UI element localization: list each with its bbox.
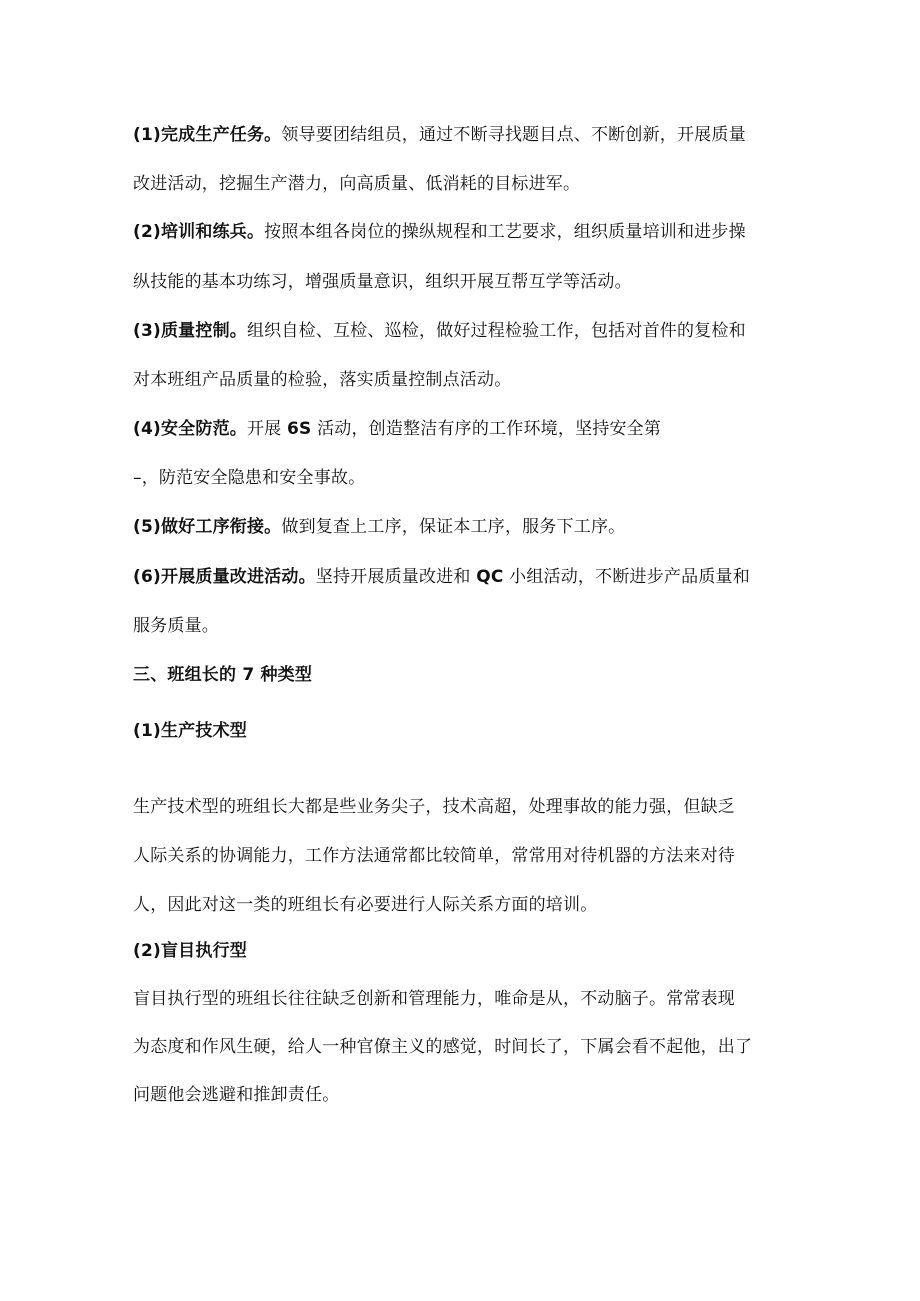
duty-6-text-post: 小组活动，不断进步产品质量和 <box>503 567 750 587</box>
type-1-line-3: 人，因此对这一类的班组长有必要进行人际关系方面的培训。 <box>133 895 598 915</box>
duty-1-text: 领导要团结组员，通过不断寻找题目点、不断创新，开展质量 <box>281 125 746 145</box>
duty-6-line-1 <box>133 564 793 590</box>
duty-5-heading: (5)做好工序衔接。 <box>133 517 282 537</box>
duty-2-line-2: 纵技能的基本功练习，增强质量意识，组织开展互帮互学等活动。 <box>133 272 632 292</box>
duty-6-heading: (6)开展质量改进活动。 <box>133 567 316 587</box>
duty-6-qc: QC <box>476 567 504 587</box>
duty-1-heading: (1)完成生产任务。 <box>133 125 282 145</box>
duty-4-line-2: –，防范安全隐患和安全事故。 <box>133 468 366 488</box>
duty-4-text-post: 活动，创造整洁有序的工作环境，坚持安全第 <box>311 419 662 439</box>
duty-6-text-pre: 坚持开展质量改进和 <box>315 567 477 587</box>
type-2-line-1: 盲目执行型的班组长往往缺乏创新和管理能力，唯命是从，不动脑子。常常表现 <box>133 989 735 1009</box>
duty-3-line-1 <box>133 318 793 344</box>
type-2-heading: (2)盲目执行型 <box>133 941 247 961</box>
duty-6-line-2: 服务质量。 <box>133 616 219 636</box>
duty-5-text: 做到复查上工序，保证本工序，服务下工序。 <box>281 517 626 537</box>
duty-3-line-2: 对本班组产品质量的检验，落实质量控制点活动。 <box>133 370 512 390</box>
type-1-line-2: 人际关系的协调能力，工作方法通常都比较简单，常常用对待机器的方法来对待 <box>133 846 735 866</box>
type-2-line-2: 为态度和作风生硬，给人一种官僚主义的感觉，时间长了，下属会看不起他，出了 <box>133 1037 753 1057</box>
duty-1-line-1 <box>133 122 793 148</box>
duty-4-line-1 <box>133 416 793 442</box>
type-1-line-1: 生产技术型的班组长大都是些业务尖子，技术高超，处理事故的能力强，但缺乏 <box>133 797 735 817</box>
duty-4-heading: (4)安全防范。 <box>133 419 247 439</box>
duty-2-line-1 <box>133 219 793 245</box>
section-title: 三、班组长的 7 种类型 <box>133 665 313 685</box>
duty-3-text: 组织自检、互检、巡检，做好过程检验工作，包括对首件的复检和 <box>246 321 746 341</box>
duty-2-heading: (2)培训和练兵。 <box>133 222 265 242</box>
duty-2-text: 按照本组各岗位的操纵规程和工艺要求，组织质量培训和进步操 <box>264 222 746 242</box>
type-1-heading: (1)生产技术型 <box>133 721 247 741</box>
duty-5-line-1 <box>133 514 793 540</box>
duty-3-heading: (3)质量控制。 <box>133 321 247 341</box>
type-2-line-3: 问题他会逃避和推卸责任。 <box>133 1085 340 1105</box>
duty-4-text-pre: 开展 <box>246 419 287 439</box>
duty-4-6s: 6S <box>286 419 312 439</box>
duty-1-line-2: 改进活动，挖掘生产潜力，向高质量、低消耗的目标进军。 <box>133 174 581 194</box>
